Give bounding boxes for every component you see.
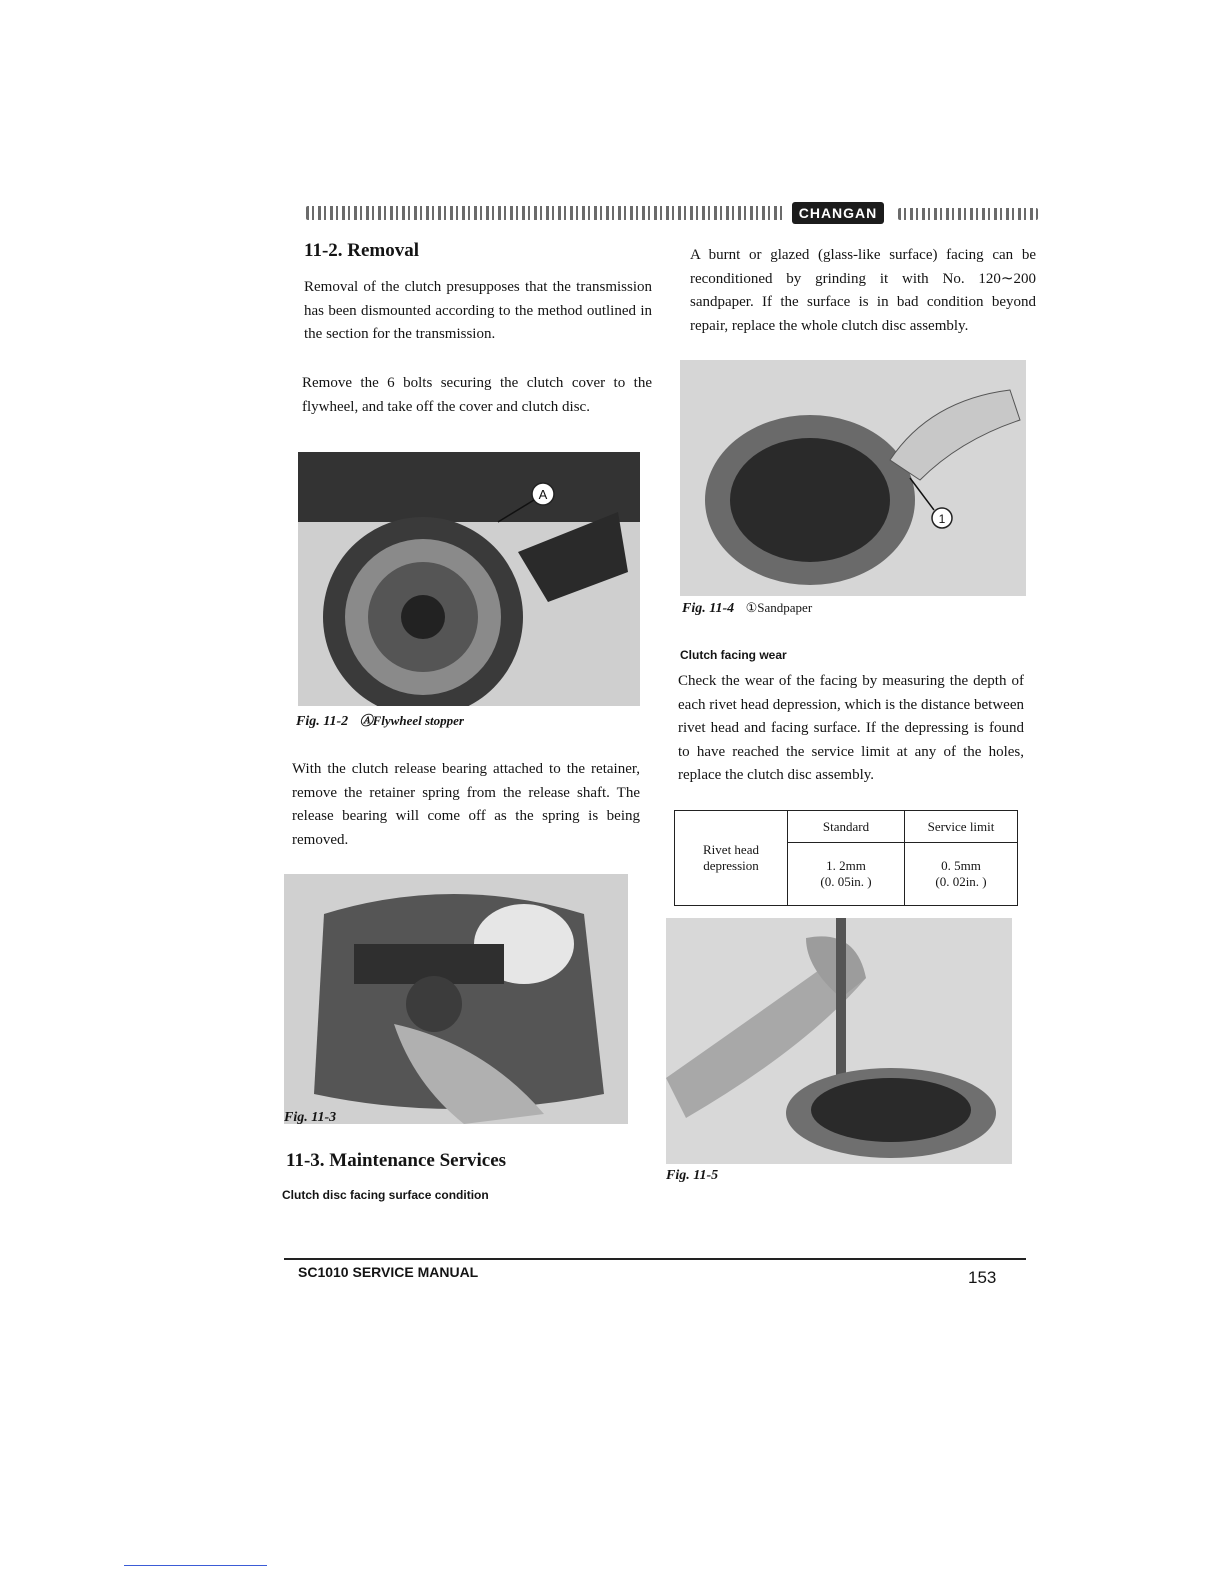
glazed-facing-paragraph: A burnt or glazed (glass-like surface) facing can be reconditioned by grinding it with No. 120∼200 sandpaper. If the surface is in bad condition beyond repair, replace the whole clutch disc assembly. xyxy=(690,247,1036,334)
subheading-facing-wear: Clutch facing wear xyxy=(680,648,787,662)
spec-standard-mm: 1. 2mm xyxy=(826,858,866,873)
figure-11-5-photo xyxy=(666,918,1012,1164)
brand-logo: CHANGAN xyxy=(792,202,884,224)
section-heading-removal: 11-2. Removal xyxy=(304,240,420,261)
header-ornament-right xyxy=(898,208,1038,220)
section-heading-maintenance: 11-3. Maintenance Services xyxy=(286,1150,507,1171)
spec-standard-in: (0. 05in. ) xyxy=(820,874,872,889)
figure-11-2-caption xyxy=(296,710,464,730)
figure-11-3-caption: Fig. 11-3 xyxy=(284,1110,337,1125)
header-ornament xyxy=(306,206,786,220)
release-bearing-paragraph: With the clutch release bearing attached to the retainer, remove the retainer spring from the release shaft. The release bearing will come off as the spring is being removed. xyxy=(292,761,640,848)
spec-header-standard: Standard xyxy=(788,811,905,843)
figure-11-4-photo xyxy=(680,360,1026,596)
subheading-facing-surface: Clutch disc facing surface condition xyxy=(282,1188,489,1202)
facing-wear-paragraph: Check the wear of the facing by measuring the depth of each rivet head depression, which is the distance between rivet head and facing surface. If the depressing is found to have reached the service limit at any of the holes, replace the clutch disc assembly. xyxy=(678,673,1024,783)
spec-limit-cell xyxy=(905,843,1018,906)
spec-limit-mm: 0. 5mm xyxy=(941,858,981,873)
figure-11-2-marker: A xyxy=(538,487,548,502)
figure-11-3-photo xyxy=(284,874,628,1124)
removal-paragraph-2: Remove the 6 bolts securing the clutch cover to the flywheel, and take off the cover and clutch disc. xyxy=(302,375,652,415)
footer-rule xyxy=(284,1258,1026,1260)
spec-header-limit: Service limit xyxy=(905,811,1018,843)
bottom-link-rule xyxy=(124,1565,267,1566)
spec-limit-in: (0. 02in. ) xyxy=(935,874,987,889)
figure-11-2-label: Fig. 11-2 xyxy=(296,714,349,729)
figure-11-5-caption: Fig. 11-5 xyxy=(666,1168,719,1183)
rivet-spec-table xyxy=(674,810,1018,906)
figure-11-4-label: Fig. 11-4 xyxy=(682,601,735,616)
spec-standard-cell xyxy=(788,843,905,906)
removal-paragraph-1: Removal of the clutch presupposes that the transmission has been dismounted according to the method outlined in the section for the transmission. xyxy=(304,279,652,342)
page-number: 153 xyxy=(968,1268,997,1287)
figure-11-4-note: ①Sandpaper xyxy=(745,600,813,615)
figure-11-4-caption xyxy=(682,600,812,617)
figure-11-2-photo xyxy=(298,452,640,706)
figure-11-4-marker: 1 xyxy=(938,512,946,526)
figure-11-2-note: ⒶFlywheel stopper xyxy=(359,713,464,728)
spec-row-label: Rivet head depression xyxy=(675,811,788,906)
footer-title: SC1010 SERVICE MANUAL xyxy=(298,1264,479,1280)
